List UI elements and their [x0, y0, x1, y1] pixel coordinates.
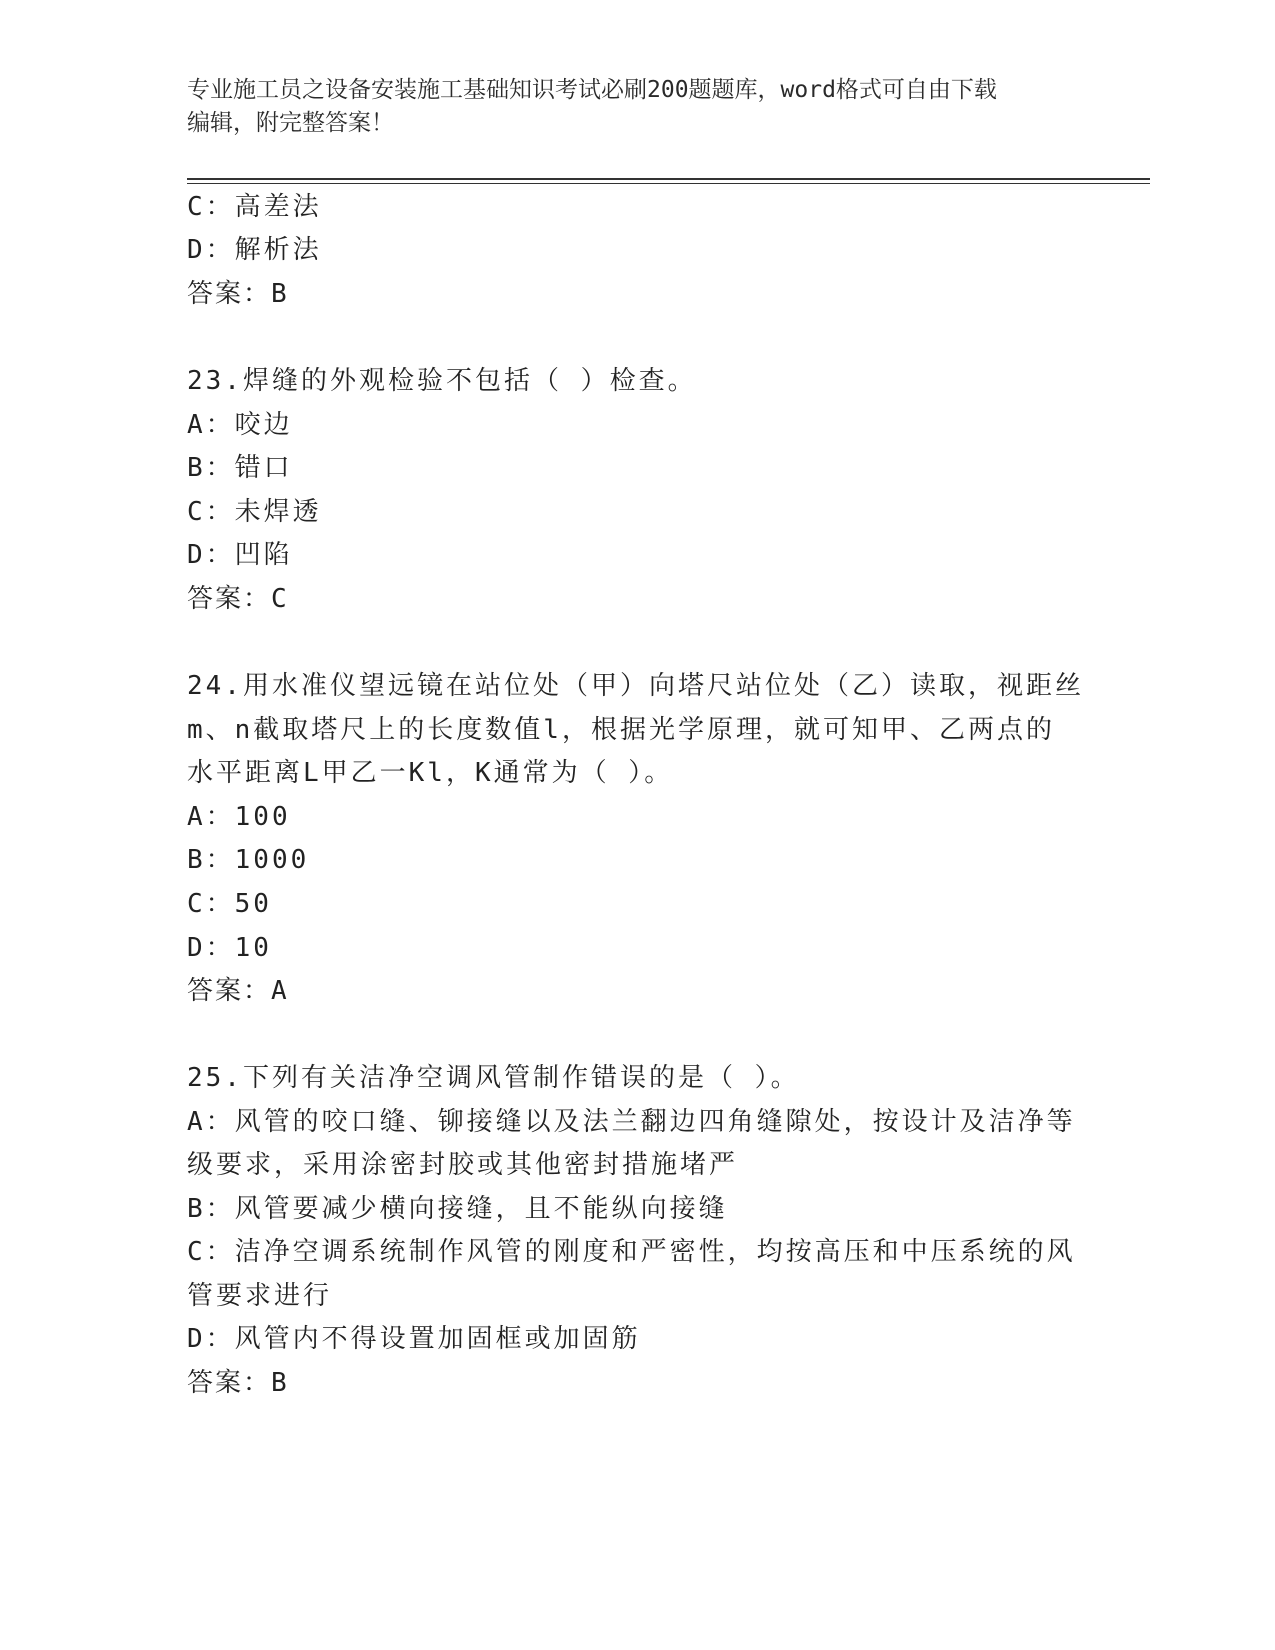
- q24-stem-line-2: m、n截取塔尺上的长度数值l，根据光学原理，就可知甲、乙两点的: [187, 715, 1055, 745]
- q24-option-b: B：1000: [187, 845, 310, 875]
- q23-option-c: C：未焊透: [187, 497, 322, 527]
- q23-stem: 23.焊缝的外观检验不包括（ ）检查。: [187, 366, 697, 396]
- q25-option-a-line-2: 级要求，采用涂密封胶或其他密封措施堵严: [187, 1150, 739, 1180]
- header-divider-thin: [187, 183, 1150, 184]
- q25-option-c-line-1: C：洁净空调系统制作风管的刚度和严密性，均按高压和中压系统的风: [187, 1237, 1076, 1267]
- header-divider-thick: [187, 178, 1150, 180]
- q25-option-b: B：风管要减少横向接缝，且不能纵向接缝: [187, 1194, 728, 1224]
- q23-option-d: D：凹陷: [187, 540, 293, 570]
- q24-option-a: A：100: [187, 802, 291, 832]
- q24-answer: 答案：A: [187, 976, 289, 1006]
- q25-answer: 答案：B: [187, 1368, 289, 1398]
- q25-option-a-line-1: A：风管的咬口缝、铆接缝以及法兰翻边四角缝隙处，按设计及洁净等: [187, 1107, 1076, 1137]
- q25-option-c-line-2: 管要求进行: [187, 1281, 333, 1311]
- header-line-1: 专业施工员之设备安装施工基础知识考试必刷200题题库，word格式可自由下载: [187, 77, 997, 103]
- prev-answer: 答案：B: [187, 279, 289, 309]
- q23-option-a: A：咬边: [187, 410, 293, 440]
- q24-option-d: D：10: [187, 933, 272, 963]
- q24-stem-line-3: 水平距离L甲乙一Kl，K通常为（ ）。: [187, 758, 674, 788]
- q24-option-c: C：50: [187, 889, 272, 919]
- prev-option-d: D：解析法: [187, 235, 322, 265]
- page-header: [187, 74, 1087, 140]
- q25-stem: 25.下列有关洁净空调风管制作错误的是（ ）。: [187, 1063, 800, 1093]
- header-line-2: 编辑，附完整答案！: [187, 110, 394, 136]
- q23-option-b: B：错口: [187, 453, 293, 483]
- q25-option-d: D：风管内不得设置加固框或加固筋: [187, 1324, 641, 1354]
- q24-stem-line-1: 24.用水准仪望远镜在站位处（甲）向塔尺站位处（乙）读取，视距丝: [187, 671, 1084, 701]
- q23-answer: 答案：C: [187, 584, 289, 614]
- prev-option-c: C：高差法: [187, 192, 322, 222]
